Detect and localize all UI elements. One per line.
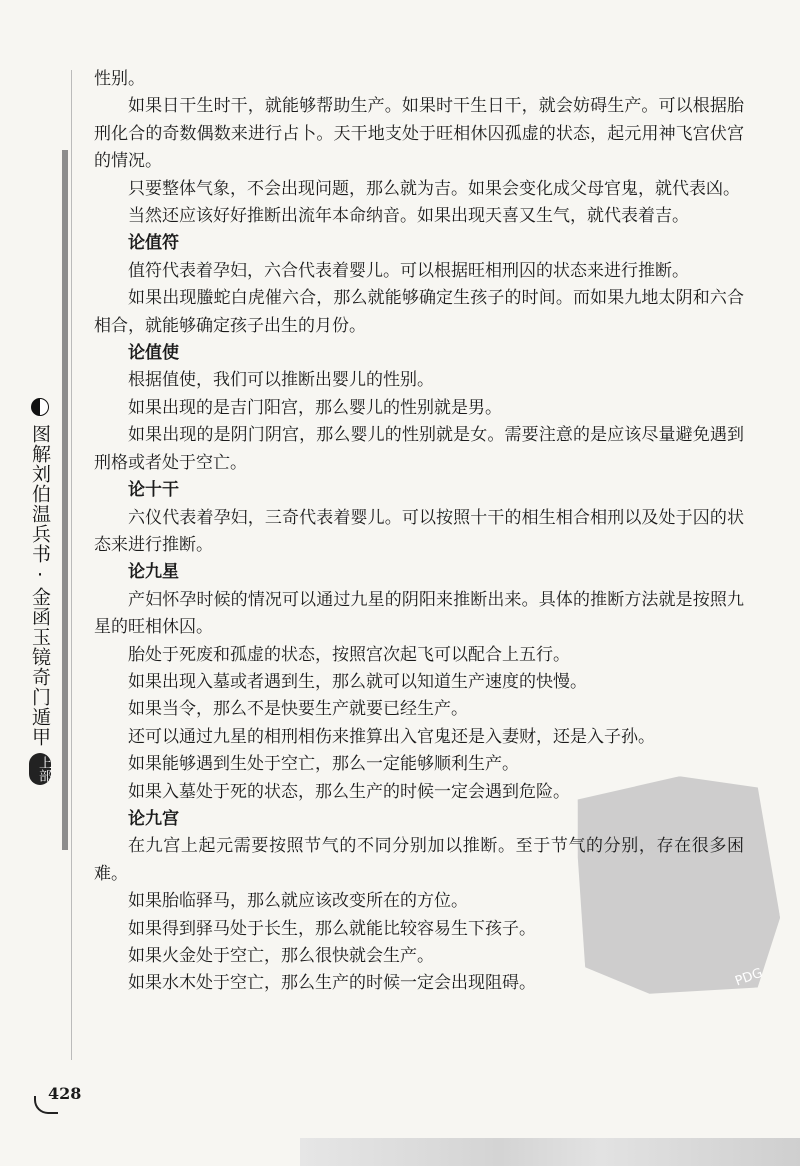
paragraph: 如果水木处于空亡，那么生产的时候一定会出现阻碍。 <box>128 973 536 994</box>
section-heading: 论九星 <box>128 562 179 583</box>
section-heading: 论九宫 <box>128 808 179 829</box>
paragraph: 六仪代表着孕妇，三奇代表着婴儿。可以按照十干的相生相合相刑以及处于囚的状态来进行推断。 <box>94 507 744 555</box>
book-title: 图解刘伯温兵书·金函玉镜奇门遁甲 <box>29 424 51 747</box>
paragraph: 只要整体气象，不会出现问题，那么就为吉。如果会变化成父母官鬼，就代表凶。 <box>128 178 740 199</box>
scan-footer-strip <box>300 1138 800 1166</box>
paragraph: 如果得到驿马处于长生，那么就能比较容易生下孩子。 <box>128 918 536 939</box>
paragraph: 如果入墓处于死的状态，那么生产的时候一定会遇到危险。 <box>128 781 570 802</box>
paragraph: 在九宫上起元需要按照节气的不同分别加以推断。至于节气的分别，存在很多困难。 <box>94 836 744 884</box>
page-number: 428 <box>48 1084 82 1103</box>
paragraph: 胎处于死废和孤虚的状态，按照宫次起飞可以配合上五行。 <box>128 644 570 665</box>
page-body <box>94 66 744 998</box>
paragraph: 值符代表着孕妇，六合代表着婴儿。可以根据旺相刑囚的状态来进行推断。 <box>128 260 689 281</box>
paragraph: 如果能够遇到生处于空亡，那么一定能够顺利生产。 <box>128 754 519 775</box>
paragraph: 如果当令，那么不是快要生产就要已经生产。 <box>128 699 468 720</box>
paragraph: 如果出现的是阴门阴宫，那么婴儿的性别就是女。需要注意的是应该尽量避免遇到刑格或者处于空亡。 <box>94 425 744 473</box>
paragraph: 如果出现螣蛇白虎催六合，那么就能够确定生孩子的时间。而如果九地太阴和六合相合，就能够确定孩子出生的月份。 <box>94 288 744 336</box>
margin-line <box>71 70 72 1060</box>
watermark-text: PDG <box>733 965 765 990</box>
paragraph: 如果出现入墓或者遇到生，那么就可以知道生产速度的快慢。 <box>128 671 587 692</box>
taiji-icon <box>31 398 49 416</box>
paragraph: 还可以通过九星的相刑相伤来推算出入官鬼还是入妻财，还是入子孙。 <box>128 726 655 747</box>
paragraph: 根据值使，我们可以推断出婴儿的性别。 <box>128 370 434 391</box>
section-heading: 论值使 <box>128 343 179 364</box>
section-heading: 论十干 <box>128 480 179 501</box>
running-title <box>24 398 56 785</box>
section-heading: 论值符 <box>128 233 179 254</box>
paragraph: 如果火金处于空亡，那么很快就会生产。 <box>128 946 434 966</box>
paragraph: 性别。 <box>94 69 145 89</box>
margin-bar <box>62 150 68 850</box>
paragraph: 当然还应该好好推断出流年本命纳音。如果出现天喜又生气，就代表着吉。 <box>128 206 689 227</box>
paragraph: 产妇怀孕时候的情况可以通过九星的阴阳来推断出来。具体的推断方法就是按照九星的旺相休囚。 <box>94 589 744 638</box>
paragraph: 如果胎临驿马，那么就应该改变所在的方位。 <box>128 891 468 912</box>
paragraph: 如果日干生时干，就能够帮助生产。如果时干生日干，就会妨碍生产。可以根据胎刑化合的奇数偶数来进行占卜。天干地支处于旺相休囚孤虚的状态，起元用神飞宫伏宫的情况。 <box>94 96 744 172</box>
paragraph: 如果出现的是吉门阳宫，那么婴儿的性别就是男。 <box>128 397 502 418</box>
volume-badge: 上部 <box>29 753 51 785</box>
